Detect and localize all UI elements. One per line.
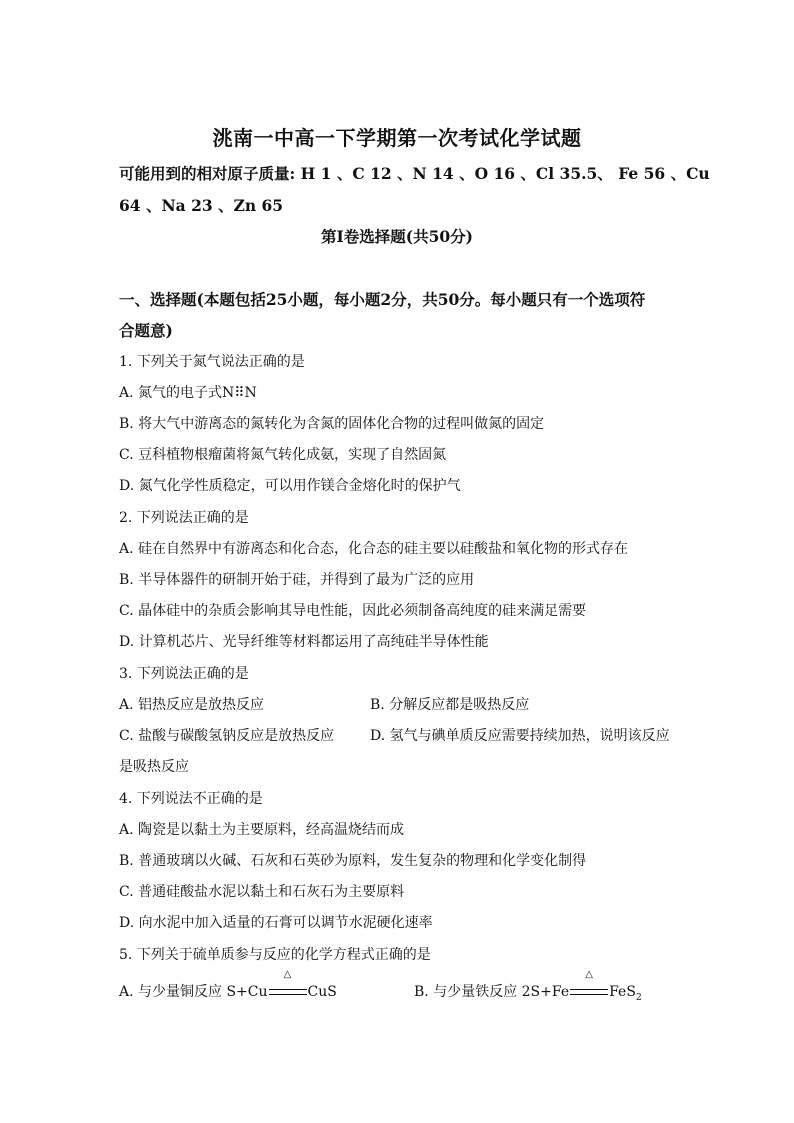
- q3-option-d-line-2: 是吸热反应: [119, 759, 189, 775]
- q1-option-a: A. 氮气的电子式N⠿N: [119, 385, 257, 401]
- q4-option-b: B. 普通玻璃以火碱、石灰和石英砂为原料，发生复杂的物理和化学变化制得: [119, 853, 587, 869]
- delta-symbol: △: [585, 969, 593, 980]
- q3-option-b: B. 分解反应都是吸热反应: [370, 697, 530, 713]
- q5-option-a: [119, 969, 337, 1002]
- q5-option-b-prefix: B. 与少量铁反应 2S+Fe: [414, 984, 570, 1000]
- q4-option-c: C. 普通硅酸盐水泥以黏土和石灰石为主要原料: [119, 884, 405, 900]
- section-title: 第Ⅰ卷选择题(共50分): [321, 227, 473, 246]
- q5-option-a-prefix: A. 与少量铜反应 S+Cu: [119, 984, 268, 1000]
- q5-option-a-product: CuS: [307, 984, 337, 1000]
- atomic-mass-line-1: 可能用到的相对原子质量: H 1 、C 12 、N 14 、O 16 、Cl 35.5、 Fe 56 、Cu: [119, 164, 710, 183]
- heat-equals-sign: [269, 969, 307, 1002]
- q1-option-c: C. 豆科植物根瘤菌将氮气转化成氨，实现了自然固氮: [119, 447, 447, 463]
- q3-option-d-line-1: D. 氢气与碘单质反应需要持续加热，说明该反应: [370, 728, 670, 744]
- part-heading-line-1: 一、选择题(本题包括25小题，每小题2分，共50分。每小题只有一个选项符: [119, 290, 646, 309]
- exam-title: 洮南一中高一下学期第一次考试化学试题: [212, 126, 582, 150]
- heat-equals-sign: [570, 969, 608, 1002]
- q5-option-b: [414, 969, 642, 1008]
- q2-option-c: C. 晶体硅中的杂质会影响其导电性能，因此必须制备高纯度的硅来满足需要: [119, 603, 587, 619]
- q5-stem: 5. 下列关于硫单质参与反应的化学方程式正确的是: [119, 947, 431, 963]
- q2-stem: 2. 下列说法正确的是: [119, 510, 249, 526]
- atomic-mass-line-2: 64 、Na 23 、Zn 65: [119, 196, 284, 215]
- q4-stem: 4. 下列说法不正确的是: [119, 791, 263, 807]
- delta-symbol: △: [283, 969, 292, 980]
- q2-option-d: D. 计算机芯片、光导纤维等材料都运用了高纯硅半导体性能: [119, 634, 489, 650]
- q5-option-b-product: FeS: [609, 984, 636, 1000]
- q2-option-a: A. 硅在自然界中有游离态和化合态，化合态的硅主要以硅酸盐和氧化物的形式存在: [119, 541, 629, 557]
- q3-option-a: A. 铝热反应是放热反应: [119, 697, 265, 713]
- q4-option-d: D. 向水泥中加入适量的石膏可以调节水泥硬化速率: [119, 915, 433, 931]
- q2-option-b: B. 半导体器件的研制开始于硅，并得到了最为广泛的应用: [119, 572, 475, 588]
- q5-option-b-subscript: 2: [635, 992, 642, 1003]
- q1-stem: 1. 下列关于氮气说法正确的是: [119, 354, 305, 370]
- q3-option-c: C. 盐酸与碳酸氢钠反应是放热反应: [119, 728, 335, 744]
- q4-option-a: A. 陶瓷是以黏土为主要原料，经高温烧结而成: [119, 822, 405, 838]
- q1-option-b: B. 将大气中游离态的氮转化为含氮的固体化合物的过程叫做氮的固定: [119, 416, 545, 432]
- q3-stem: 3. 下列说法正确的是: [119, 666, 249, 682]
- q1-option-d: D. 氮气化学性质稳定，可以用作镁合金熔化时的保护气: [119, 478, 461, 494]
- part-heading-line-2: 合题意): [119, 321, 173, 340]
